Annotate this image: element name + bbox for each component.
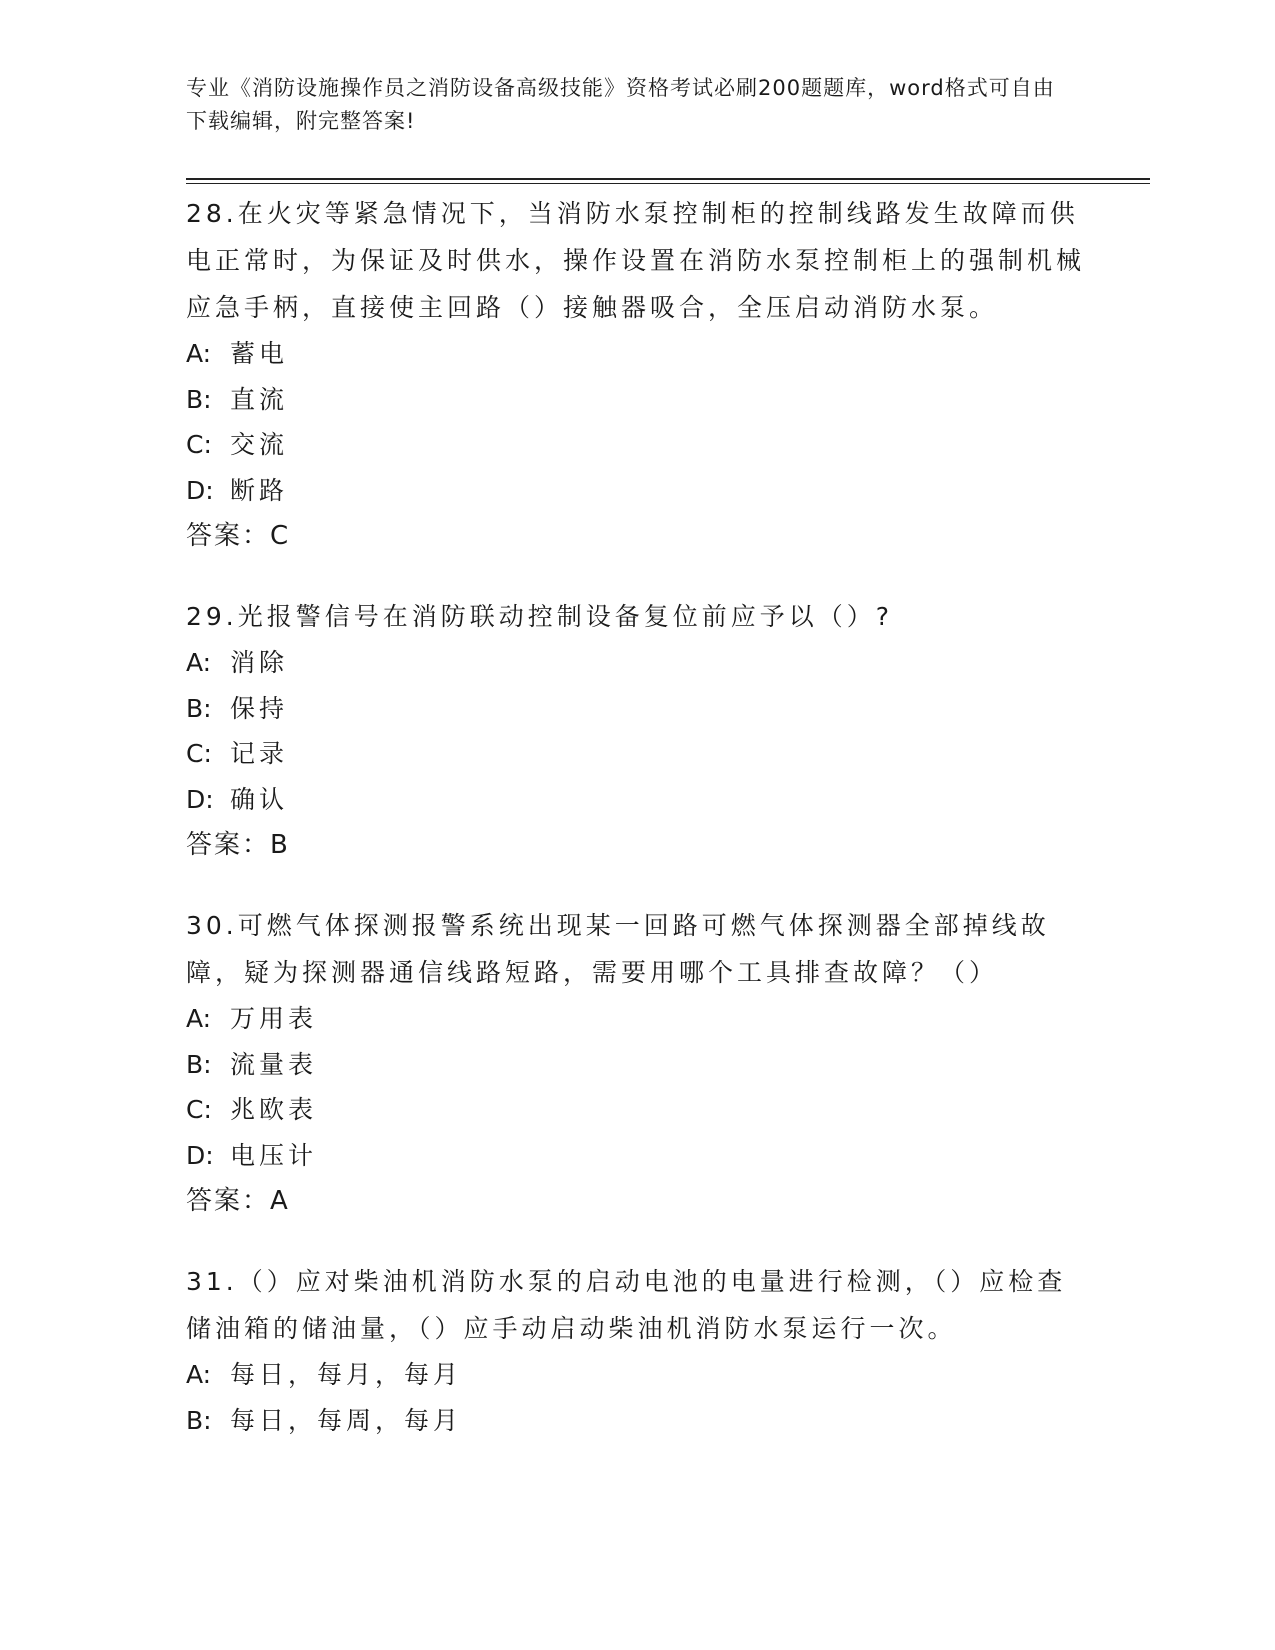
question-28 xyxy=(186,190,1086,559)
question-31 xyxy=(186,1258,1086,1443)
option-text: 流量表 xyxy=(230,1049,318,1079)
option-text: 蓄电 xyxy=(230,339,289,368)
option-letter: D: xyxy=(186,1140,214,1170)
question-stem: 31.（）应对柴油机消防水泵的启动电池的电量进行检测，（）应检查储油箱的储油量，（）应手动启动柴油机消防水泵运行一次。 xyxy=(186,1267,1067,1343)
option-text: 万用表 xyxy=(230,1004,318,1033)
question-stem: 30.可燃气体探测报警系统出现某一回路可燃气体探测器全部掉线故障，疑为探测器通信线路短路，需要用哪个工具排查故障？（） xyxy=(186,911,1050,987)
option-letter: D: xyxy=(186,784,214,814)
option-a xyxy=(186,996,1086,1042)
option-text: 确认 xyxy=(230,784,289,814)
option-b xyxy=(186,1398,1086,1444)
option-b xyxy=(186,1042,1086,1088)
question-29 xyxy=(186,593,1086,868)
option-text: 保持 xyxy=(230,693,289,723)
question-stem: 29.光报警信号在消防联动控制设备复位前应予以（）? xyxy=(186,602,894,631)
question-30 xyxy=(186,902,1086,1224)
option-text: 断路 xyxy=(230,475,289,505)
option-a xyxy=(186,1352,1086,1398)
option-text: 记录 xyxy=(230,739,289,768)
option-text: 直流 xyxy=(230,384,289,414)
document-header: 专业《消防设施操作员之消防设备高级技能》资格考试必刷200题题库，word格式可自由下载编辑，附完整答案! xyxy=(186,76,1055,133)
option-letter: B: xyxy=(186,1049,212,1079)
option-letter: A: xyxy=(186,1360,212,1389)
option-text: 每日，每月，每月 xyxy=(230,1360,463,1389)
option-letter: D: xyxy=(186,475,214,505)
option-letter: A: xyxy=(186,339,212,368)
question-stem: 28.在火灾等紧急情况下，当消防水泵控制柜的控制线路发生故障而供电正常时，为保证及时供水，操作设置在消防水泵控制柜上的强制机械应急手柄，直接使主回路（）接触器吸合，全压启动消防水泵。 xyxy=(186,199,1086,322)
option-text: 消除 xyxy=(230,648,289,677)
option-a xyxy=(186,640,1086,686)
option-text: 兆欧表 xyxy=(230,1095,318,1124)
option-c xyxy=(186,731,1086,777)
option-d xyxy=(186,468,1086,514)
option-letter: A: xyxy=(186,1004,212,1033)
question-list xyxy=(186,190,1086,1477)
option-b xyxy=(186,377,1086,423)
header-rule-thin xyxy=(186,183,1150,184)
option-b xyxy=(186,686,1086,732)
answer-line: 答案：B xyxy=(186,830,290,860)
option-letter: B: xyxy=(186,384,212,414)
option-letter: B: xyxy=(186,1405,212,1435)
option-letter: C: xyxy=(186,430,212,459)
option-text: 交流 xyxy=(230,430,289,459)
option-letter: A: xyxy=(186,648,212,677)
option-a xyxy=(186,331,1086,377)
option-text: 电压计 xyxy=(230,1140,318,1170)
option-d xyxy=(186,777,1086,823)
option-text: 每日，每周，每月 xyxy=(230,1405,463,1435)
option-letter: B: xyxy=(186,693,212,723)
option-c xyxy=(186,422,1086,468)
answer-line: 答案：C xyxy=(186,521,291,551)
answer-line: 答案：A xyxy=(186,1186,290,1216)
option-c xyxy=(186,1087,1086,1133)
option-d xyxy=(186,1133,1086,1179)
option-letter: C: xyxy=(186,739,212,768)
option-letter: C: xyxy=(186,1095,212,1124)
header-rule-thick xyxy=(186,178,1150,180)
